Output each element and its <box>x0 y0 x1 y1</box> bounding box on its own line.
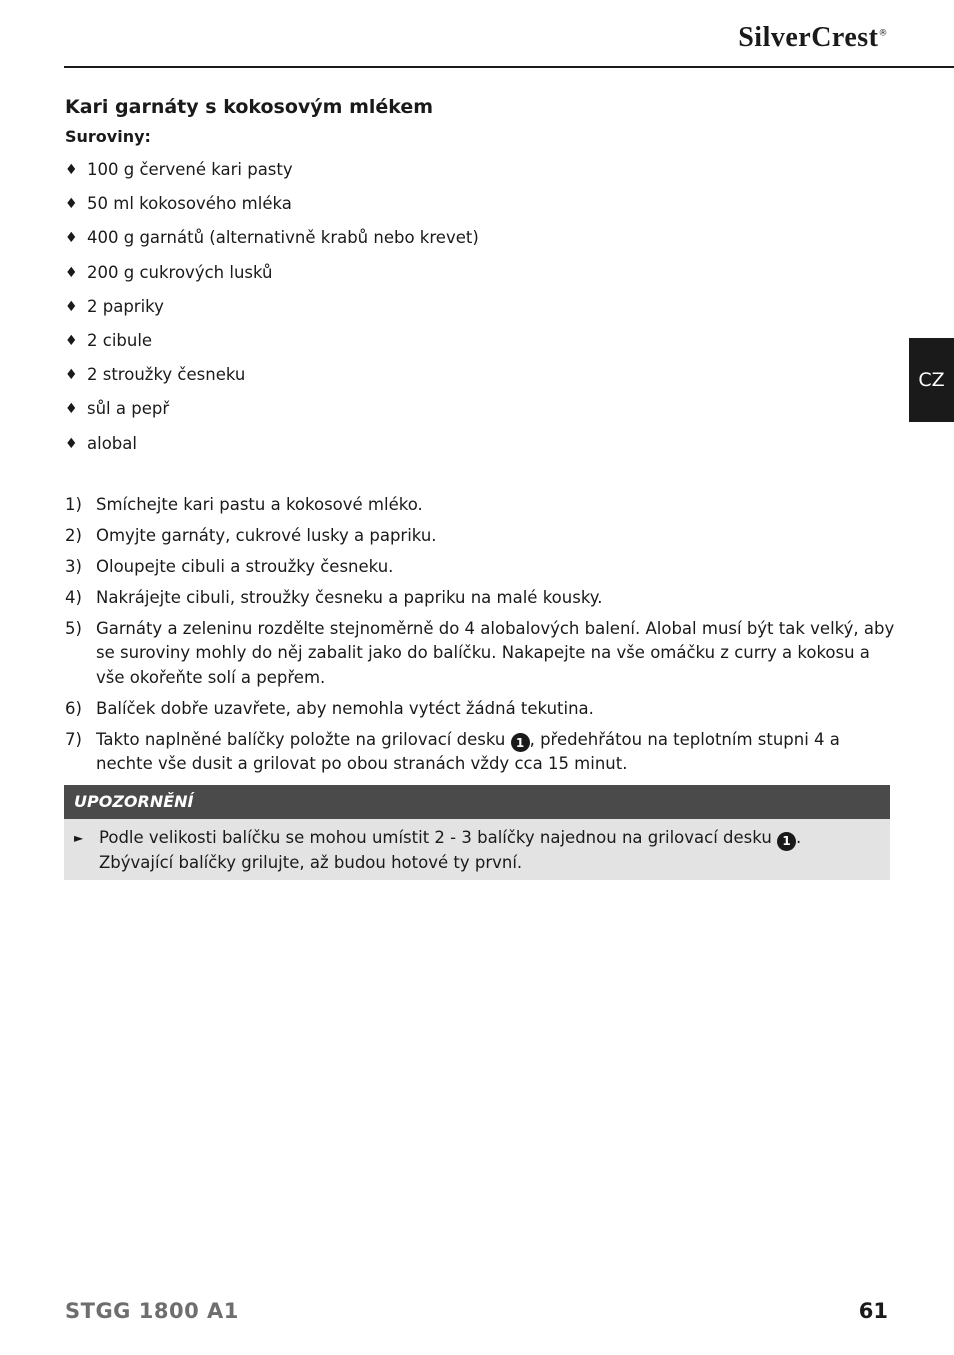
step-text <box>96 728 895 777</box>
language-tab <box>909 338 954 422</box>
registered-mark: ® <box>878 28 888 39</box>
list-item <box>65 433 895 467</box>
step-item <box>65 555 895 580</box>
step-text: Balíček dobře uzavřete, aby nemohla vytéct žádná tekutina. <box>96 698 594 718</box>
part-number-marker-icon: 1 <box>777 832 796 851</box>
recipe-section <box>65 94 895 783</box>
step-text-after: , předehřátou na teplotním stupni 4 a nechte vše dusit a grilovat po obou stranách vždy cca 15 minut. <box>96 729 840 774</box>
ingredient-text: 50 ml kokosového mléka <box>87 194 292 214</box>
list-item <box>65 227 895 261</box>
step-item <box>65 586 895 611</box>
notice-box <box>64 785 890 880</box>
brand-logo <box>738 22 888 54</box>
header-rule <box>64 66 954 68</box>
list-item <box>65 330 895 364</box>
step-text-before: Takto naplněné balíčky položte na grilovací desku <box>96 729 506 749</box>
diamond-bullet-icon: ♦ <box>65 196 78 213</box>
notice-body <box>64 819 890 880</box>
language-tab-label: CZ <box>918 369 945 391</box>
notice-heading: UPOZORNĚNÍ <box>64 785 890 819</box>
diamond-bullet-icon: ♦ <box>65 401 78 418</box>
step-item <box>65 493 895 518</box>
arrow-right-icon: ► <box>74 831 84 845</box>
recipe-title: Kari garnáty s kokosovým mlékem <box>65 96 434 118</box>
step-text: Oloupejte cibuli a stroužky česneku. <box>96 556 394 576</box>
notice-text <box>99 826 878 875</box>
ingredient-text: 2 cibule <box>87 330 153 350</box>
step-number: 5) <box>65 618 82 638</box>
diamond-bullet-icon: ♦ <box>65 367 78 384</box>
ingredient-text: 200 g cukrových lusků <box>87 262 273 282</box>
ingredients-list <box>65 159 895 467</box>
list-item <box>65 364 895 398</box>
diamond-bullet-icon: ♦ <box>65 264 78 281</box>
step-text: Smíchejte kari pastu a kokosové mléko. <box>96 494 423 514</box>
footer-model: STGG 1800 A1 <box>65 1299 239 1323</box>
ingredients-heading: Suroviny: <box>65 127 151 146</box>
part-number-marker-icon: 1 <box>511 733 530 752</box>
step-text: Nakrájejte cibuli, stroužky česneku a papriku na malé kousky. <box>96 587 603 607</box>
diamond-bullet-icon: ♦ <box>65 230 78 247</box>
ingredient-text: 2 papriky <box>87 296 164 316</box>
list-item <box>65 398 895 432</box>
list-item <box>65 296 895 330</box>
ingredient-text: 400 g garnátů (alternativně krabů nebo krevet) <box>87 228 479 248</box>
list-item <box>65 193 895 227</box>
step-number: 1) <box>65 494 82 514</box>
ingredient-text: alobal <box>87 433 137 453</box>
steps-list <box>65 493 895 777</box>
step-item <box>65 728 895 777</box>
step-number: 3) <box>65 556 82 576</box>
step-item <box>65 524 895 549</box>
notice-text-before: Podle velikosti balíčku se mohou umístit 2 - 3 balíčky najednou na grilovací desku <box>99 828 772 847</box>
step-item <box>65 697 895 722</box>
diamond-bullet-icon: ♦ <box>65 435 78 452</box>
ingredient-text: 100 g červené kari pasty <box>87 160 293 179</box>
ingredient-text: 2 stroužky česneku <box>87 365 246 385</box>
step-text: Omyjte garnáty, cukrové lusky a papriku. <box>96 525 437 545</box>
list-item <box>65 159 895 193</box>
page-number: 61 <box>858 1299 888 1323</box>
step-number: 7) <box>65 729 82 749</box>
step-item <box>65 617 895 691</box>
step-number: 2) <box>65 525 82 545</box>
list-item <box>65 262 895 296</box>
step-number: 6) <box>65 698 82 718</box>
brand-name: SilverCrest <box>738 22 879 53</box>
notice-text-after: . Zbývající balíčky grilujte, až budou hotové ty první. <box>99 828 802 872</box>
diamond-bullet-icon: ♦ <box>65 162 78 178</box>
ingredient-text: sůl a pepř <box>87 399 170 419</box>
step-number: 4) <box>65 587 82 607</box>
diamond-bullet-icon: ♦ <box>65 332 78 349</box>
step-text: Garnáty a zeleninu rozdělte stejnoměrně do 4 alobalových balení. Alobal musí být tak velký, aby se suroviny mohly do něj zabalit jako do balíčku. Nakapejte na vše omáčku z curry a kokosu a vše okořeňte solí a pepřem. <box>96 618 895 687</box>
diamond-bullet-icon: ♦ <box>65 298 78 315</box>
